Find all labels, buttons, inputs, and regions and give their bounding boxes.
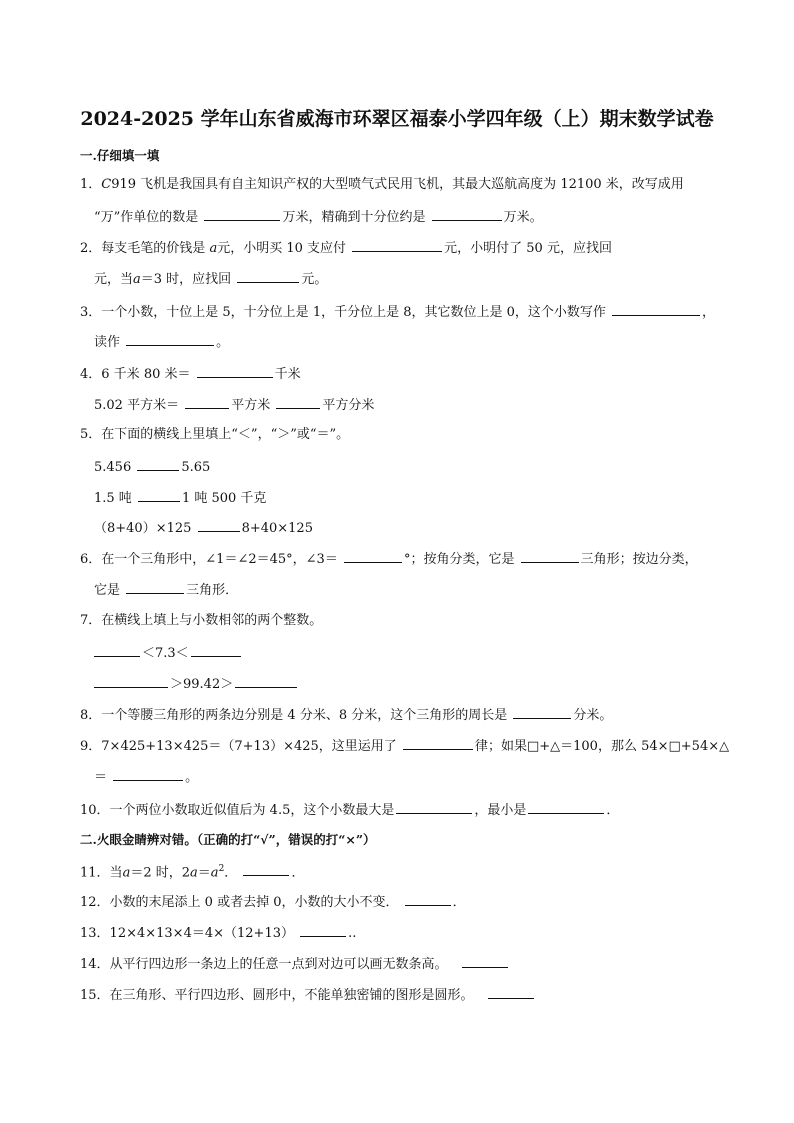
answer-blank[interactable] [198,518,240,532]
answer-blank[interactable] [276,395,320,409]
answer-blank[interactable] [138,488,180,502]
answer-blank[interactable] [191,643,241,657]
answer-blank[interactable] [237,269,299,283]
answer-blank[interactable] [521,549,579,563]
question-8-line-1: 8．一个等腰三角形的两条边分别是 4 分米、8 分米，这个三角形的周长是 分米。 [80,705,612,725]
question-6-line-1: 6．在一个三角形中，∠1＝∠2＝45°，∠3＝ °；按角分类，它是 三角形；按边分类， [80,549,698,569]
question-5-row-1: 5.456 5.65 [94,457,210,477]
answer-blank[interactable] [94,643,140,657]
answer-blank[interactable] [432,207,502,221]
answer-blank[interactable] [488,985,534,999]
question-2-line-1: 2．每支毛笔的价钱是 a元，小明买 10 支应付 元，小明付了 50 元，应找回 [80,238,612,258]
question-7-row-2: ＞99.42＞ [94,674,299,694]
exam-title: 2024-2025 学年山东省威海市环翠区福泰小学四年级（上）期末数学试卷 [80,108,714,130]
question-15-line-1: 15．在三角形、平行四边形、圆形中，不能单独密铺的图形是圆形。 [80,985,536,1005]
question-9-line-2: ＝ 。 [94,767,198,787]
question-1-line-1: 1．C919 飞机是我国具有自主知识产权的大型喷气式民用飞机，其最大巡航高度为 12100 米，改写成用 [80,177,684,192]
answer-blank[interactable] [113,767,183,781]
question-5-line-1: 5．在下面的横线上里填上“＜”，“＞”或“＝”。 [80,427,350,442]
question-5-row-2: 1.5 吨 1 吨 500 千克 [94,488,266,508]
question-3-line-2: 读作 。 [94,332,229,352]
answer-blank[interactable] [94,674,168,688]
question-9-line-1: 9．7×425+13×425＝（7+13）×425，这里运用了 律；如果□+△＝100，那么 54×□+54×△ [80,736,729,756]
question-11-line-1: 11．当a＝2 时，$2a=a^2$． ． [80,864,305,881]
answer-blank[interactable] [243,862,289,876]
question-14-line-1: 14．从平行四边形一条边上的任意一点到对边可以画无数条高。 [80,954,510,974]
section-2-heading: 二.火眼金睛辨对错。（正确的打“√”，错误的打“×”） [80,832,376,847]
question-4-line-1: 4．6 千米 80 米＝ 千米 [80,364,301,384]
answer-blank[interactable] [197,364,273,378]
answer-blank[interactable] [126,580,184,594]
answer-blank[interactable] [300,923,346,937]
answer-blank[interactable] [462,954,508,968]
answer-blank[interactable] [204,207,280,221]
question-12-line-1: 12．小数的末尾添上 0 或者去掉 0，小数的大小不变． ． [80,892,466,912]
answer-blank[interactable] [612,302,700,316]
question-2-line-2: 元，当a＝3 时，应找回 元。 [94,269,327,289]
answer-blank[interactable] [344,549,402,563]
answer-blank[interactable] [185,395,229,409]
question-10-line-1: 10．一个两位小数取近似值后为 4.5，这个小数最大是 ，最小是 ． [80,800,619,820]
question-4-line-2: 5.02 平方米＝ 平方米 平方分米 [94,395,374,415]
answer-blank[interactable] [352,238,442,252]
question-13-line-1: 13．12×4×13×4＝4×（12+13） .. [80,923,356,943]
answer-blank[interactable] [513,705,571,719]
question-3-line-1: 3．一个小数，十位上是 5，十分位上是 1，千分位上是 8，其它数位上是 0，这个小数写作 ， [80,302,715,322]
question-7-row-1: ＜7.3＜ [94,643,243,663]
answer-blank[interactable] [403,736,473,750]
question-1-line-2: “万”作单位的数是 万米，精确到十分位约是 万米。 [94,207,543,227]
answer-blank[interactable] [235,674,297,688]
answer-blank[interactable] [528,800,604,814]
question-6-line-2: 它是 三角形． [94,580,238,600]
section-1-heading: 一.仔细填一填 [80,148,160,163]
question-5-row-3: （8+40）×125 8+40×125 [94,518,313,538]
answer-blank[interactable] [405,892,451,906]
answer-blank[interactable] [396,800,472,814]
answer-blank[interactable] [126,332,214,346]
answer-blank[interactable] [137,457,179,471]
question-7-line-1: 7．在横线上填上与小数相邻的两个整数。 [80,613,323,628]
